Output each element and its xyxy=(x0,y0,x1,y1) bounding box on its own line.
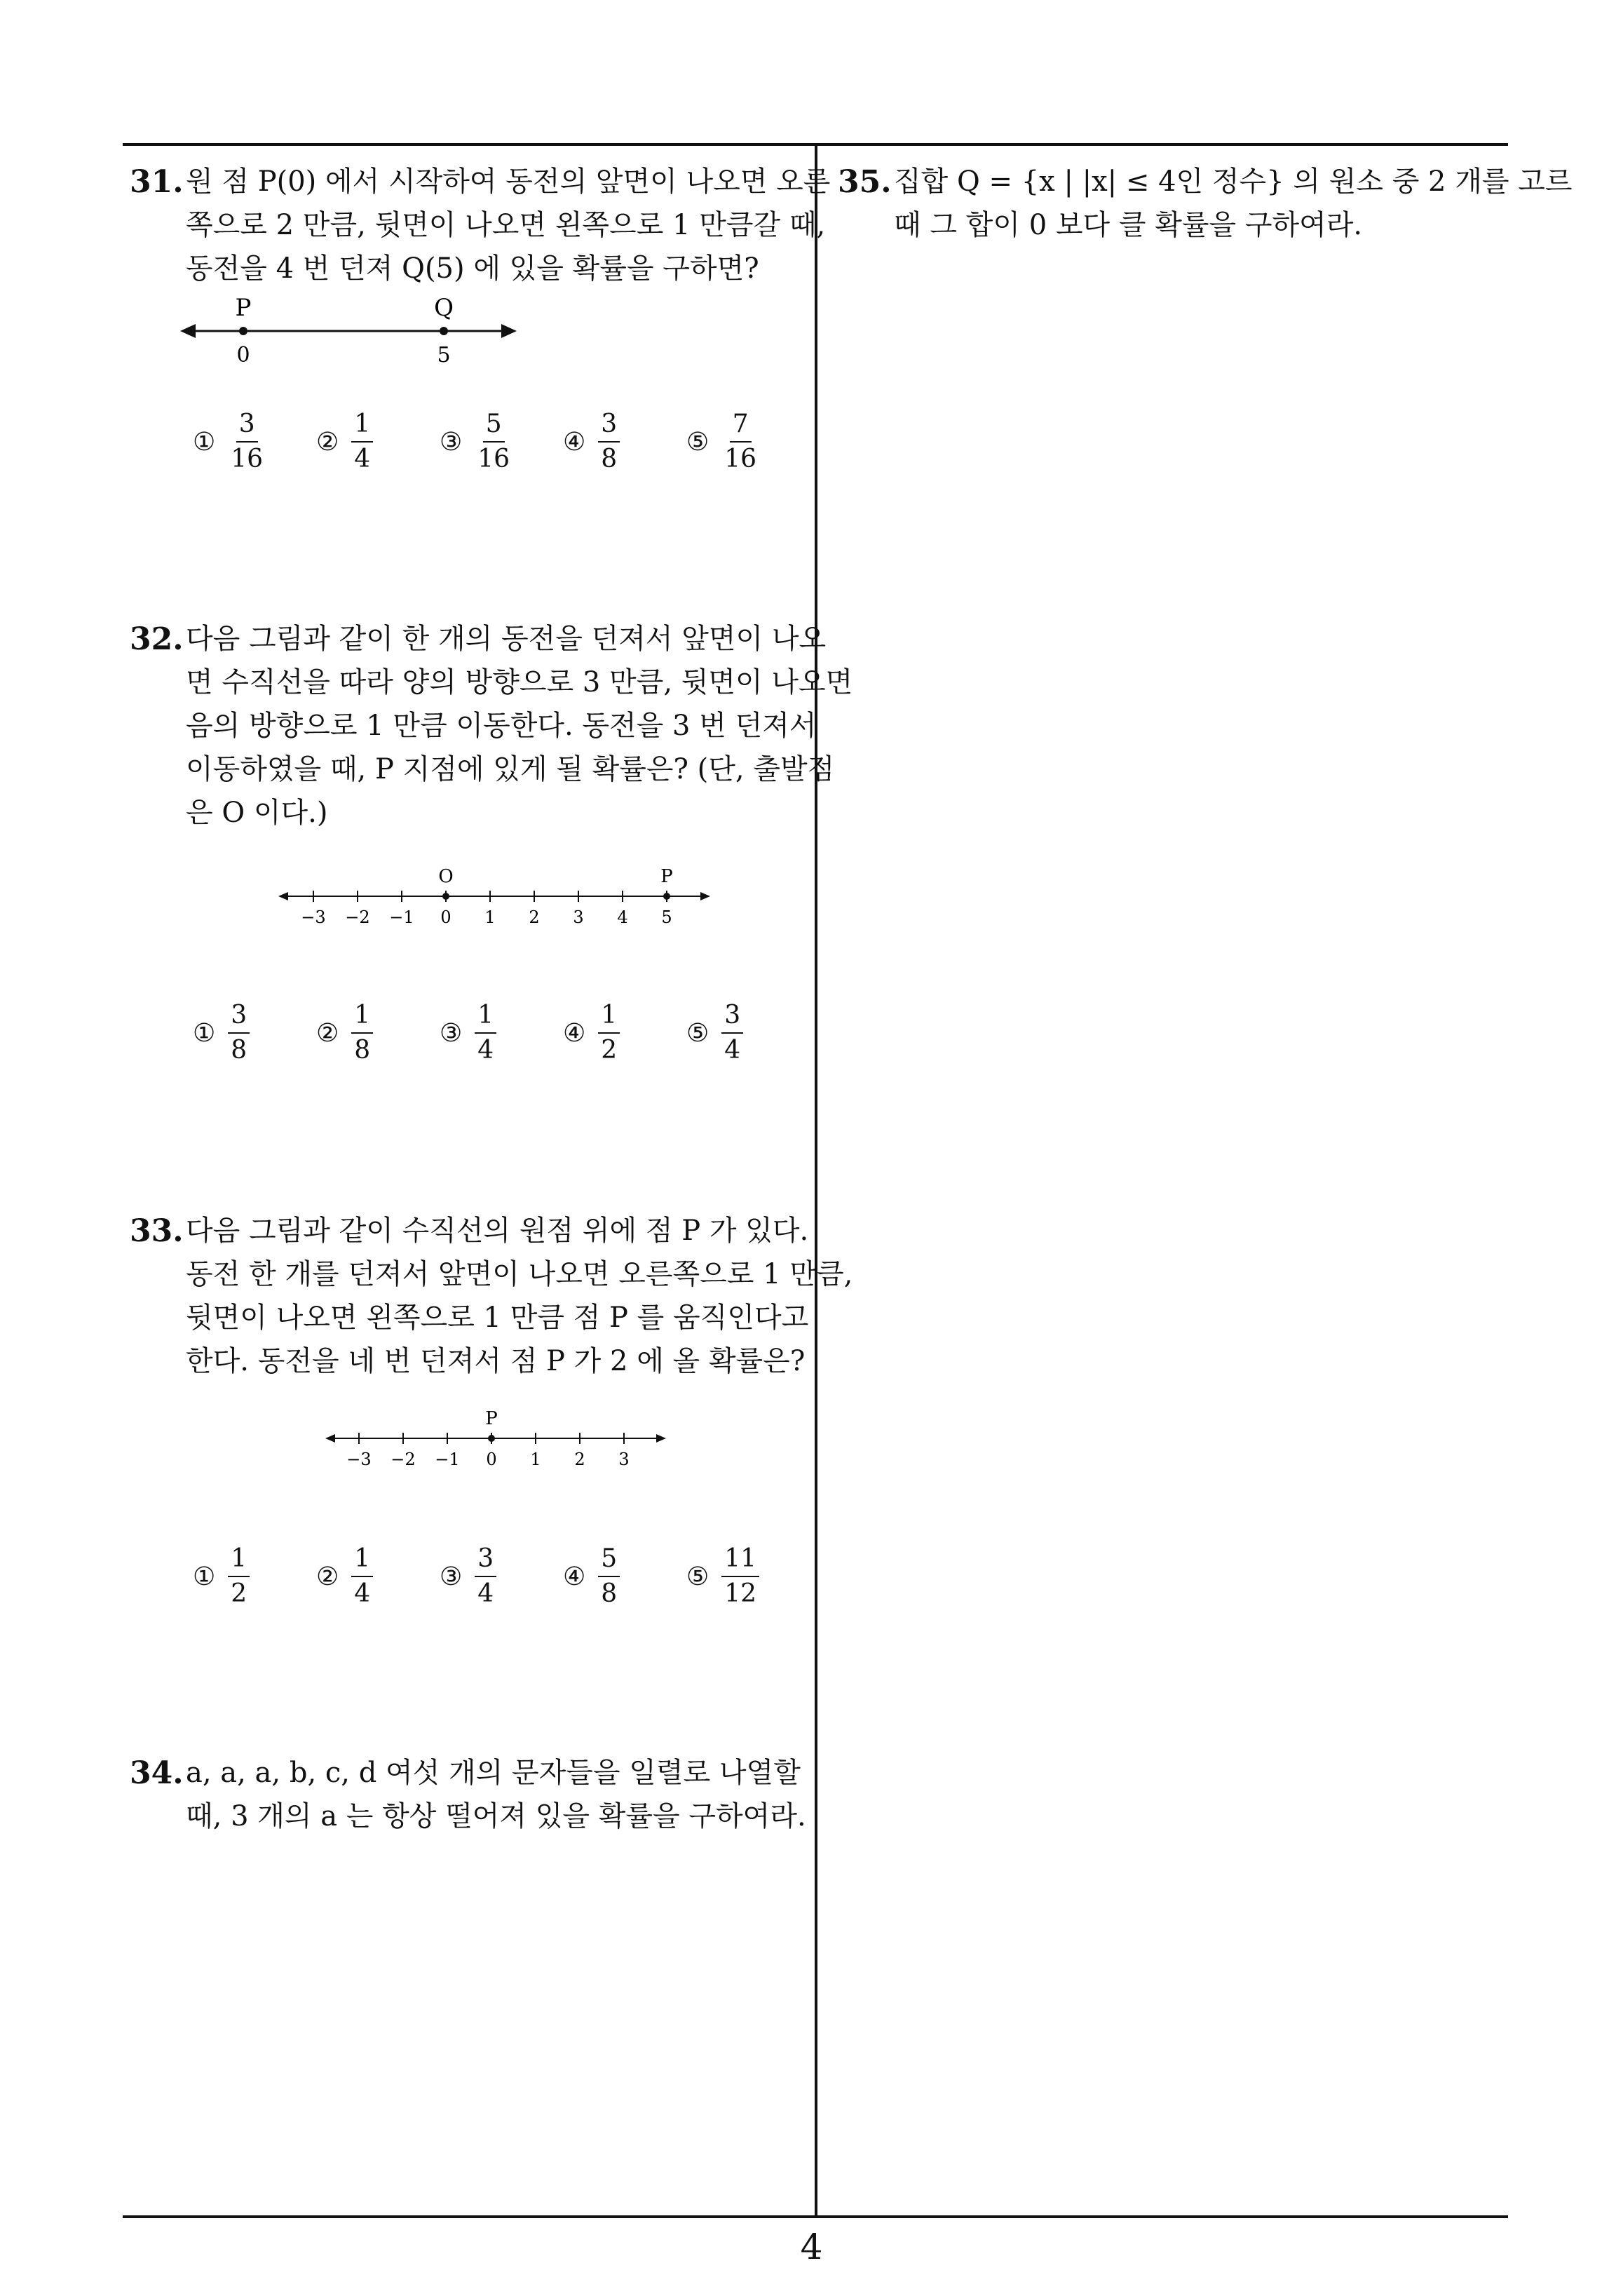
fraction xyxy=(351,1545,373,1608)
label-p: P xyxy=(485,1408,498,1429)
fraction xyxy=(475,1001,496,1065)
choice-4[interactable] xyxy=(563,410,686,473)
choice-4[interactable] xyxy=(563,1545,686,1608)
choice-mark: ① xyxy=(193,1018,216,1048)
denominator: 4 xyxy=(724,1036,741,1065)
page-number: 4 xyxy=(800,2227,823,2267)
tick-label: 0 xyxy=(486,1450,497,1469)
tick-label: −3 xyxy=(301,907,326,927)
numerator: 11 xyxy=(721,1545,759,1577)
choice-3[interactable] xyxy=(440,410,563,473)
numerator: 5 xyxy=(483,410,505,443)
number-line-32 xyxy=(277,863,712,936)
fraction xyxy=(228,410,266,473)
choice-4[interactable] xyxy=(563,1001,686,1065)
choices-32 xyxy=(193,1001,810,1065)
problem-text-line: 때 그 합이 0 보다 클 확률을 구하여라. xyxy=(894,209,1363,241)
column-divider xyxy=(815,143,817,2218)
choice-mark: ② xyxy=(316,1018,339,1048)
point-p xyxy=(239,327,247,335)
fraction xyxy=(721,1545,759,1608)
choice-2[interactable] xyxy=(316,1001,440,1065)
denominator: 16 xyxy=(231,445,264,473)
problem-number: 35. xyxy=(838,164,892,200)
choice-2[interactable] xyxy=(316,1545,440,1608)
denominator: 16 xyxy=(477,445,510,473)
problem-number: 32. xyxy=(130,621,184,657)
problem-number: 31. xyxy=(130,164,184,200)
problem-text-line: 이동하였을 때, P 지점에 있게 될 확률은? (단, 출발점 xyxy=(186,753,835,785)
number-line-33 xyxy=(324,1405,667,1478)
problem-text-line: 동전을 4 번 던져 Q(5) 에 있을 확률을 구하면? xyxy=(186,252,759,285)
bottom-rule xyxy=(123,2215,1508,2218)
fraction xyxy=(721,410,759,473)
choice-mark: ⑤ xyxy=(686,1018,709,1048)
denominator: 16 xyxy=(724,445,757,473)
tick-label: −2 xyxy=(345,907,370,927)
tick-label: −3 xyxy=(346,1450,372,1469)
numerator: 5 xyxy=(598,1545,620,1577)
numerator: 1 xyxy=(351,1001,373,1034)
tick-label: 3 xyxy=(618,1450,630,1469)
problem-text-line: 면 수직선을 따라 양의 방향으로 3 만큼, 뒷면이 나오면 xyxy=(186,666,853,698)
tick-label: −1 xyxy=(435,1450,460,1469)
tick-label: 0 xyxy=(440,907,451,927)
denominator: 8 xyxy=(601,445,618,473)
numerator: 1 xyxy=(351,410,373,443)
fraction xyxy=(475,1545,496,1608)
choice-3[interactable] xyxy=(440,1545,563,1608)
denominator: 12 xyxy=(724,1579,757,1608)
choice-mark: ③ xyxy=(440,427,463,457)
point-p xyxy=(488,1435,495,1442)
tick-label: −2 xyxy=(391,1450,416,1469)
numerator: 1 xyxy=(228,1545,250,1577)
choices-31 xyxy=(193,410,810,473)
problem-text-line: 원 점 P(0) 에서 시작하여 동전의 앞면이 나오면 오른 xyxy=(186,166,831,198)
choice-5[interactable] xyxy=(686,1545,810,1608)
choice-mark: ④ xyxy=(563,427,586,457)
choice-mark: ⑤ xyxy=(686,1562,709,1591)
fraction xyxy=(228,1001,250,1065)
problem-text xyxy=(186,1209,853,1383)
choice-mark: ② xyxy=(316,1562,339,1591)
choice-1[interactable] xyxy=(193,410,316,473)
label-q: Q xyxy=(434,294,454,322)
denominator: 4 xyxy=(354,1579,371,1608)
number-line-31 xyxy=(179,288,522,374)
problem-text-line: 다음 그림과 같이 한 개의 동전을 던져서 앞면이 나오 xyxy=(186,623,827,655)
problem-number: 34. xyxy=(130,1755,184,1791)
choice-mark: ③ xyxy=(440,1018,463,1048)
denominator: 4 xyxy=(477,1579,494,1608)
denominator: 8 xyxy=(601,1579,618,1608)
choice-5[interactable] xyxy=(686,1001,810,1065)
choice-3[interactable] xyxy=(440,1001,563,1065)
fraction xyxy=(598,1545,620,1608)
label-p: P xyxy=(660,866,673,887)
tick-label: 2 xyxy=(574,1450,585,1469)
choice-mark: ④ xyxy=(563,1018,586,1048)
denominator: 2 xyxy=(601,1036,618,1065)
choice-2[interactable] xyxy=(316,410,440,473)
choice-mark: ② xyxy=(316,427,339,457)
problem-text xyxy=(186,160,830,290)
problem-text-line: 쪽으로 2 만큼, 뒷면이 나오면 왼쪽으로 1 만큼갈 때, xyxy=(186,209,826,241)
denominator: 2 xyxy=(231,1579,247,1608)
problem-text-line: 동전 한 개를 던져서 앞면이 나오면 오른쪽으로 1 만큼, xyxy=(186,1258,853,1290)
tick-label: 0 xyxy=(236,343,250,367)
fraction xyxy=(351,410,373,473)
numerator: 3 xyxy=(721,1001,743,1034)
problem-text-line: 집합 Q = {x | |x| ≤ 4인 정수} 의 원소 중 2 개를 고르 xyxy=(894,166,1573,198)
problem-text-line: 다음 그림과 같이 수직선의 원점 위에 점 P 가 있다. xyxy=(186,1215,809,1247)
numerator: 7 xyxy=(730,410,752,443)
point-p xyxy=(663,893,670,900)
problem-text xyxy=(894,160,1573,247)
choice-mark: ⑤ xyxy=(686,427,709,457)
tick-label: 5 xyxy=(661,907,672,927)
label-o: O xyxy=(438,866,454,887)
problem-text xyxy=(186,1751,806,1838)
problem-33 xyxy=(130,1209,853,1383)
problem-text-line: 때, 3 개의 a 는 항상 떨어져 있을 확률을 구하여라. xyxy=(186,1800,806,1832)
tick-label: −1 xyxy=(389,907,414,927)
choice-mark: ③ xyxy=(440,1562,463,1591)
fraction xyxy=(351,1001,373,1065)
problem-text-line: 뒷면이 나오면 왼쪽으로 1 만큼 점 P 를 움직인다고 xyxy=(186,1302,809,1334)
numerator: 3 xyxy=(598,410,620,443)
point-o xyxy=(442,893,449,900)
choice-mark: ④ xyxy=(563,1562,586,1591)
choice-5[interactable] xyxy=(686,410,810,473)
numerator: 3 xyxy=(228,1001,250,1034)
fraction xyxy=(721,1001,743,1065)
problem-text-line: 한다. 동전을 네 번 던져서 점 P 가 2 에 올 확률은? xyxy=(186,1345,806,1377)
problem-32 xyxy=(130,617,853,835)
problem-text xyxy=(186,617,853,835)
fraction xyxy=(598,410,620,473)
choices-33 xyxy=(193,1545,810,1608)
fraction xyxy=(475,410,512,473)
denominator: 8 xyxy=(231,1036,247,1065)
label-p: P xyxy=(235,294,252,322)
numerator: 1 xyxy=(351,1545,373,1577)
numerator: 3 xyxy=(236,410,258,443)
problem-number: 33. xyxy=(130,1213,184,1249)
numerator: 1 xyxy=(475,1001,496,1034)
problem-31 xyxy=(130,160,831,290)
point-q xyxy=(440,327,448,335)
problem-text-line: 음의 방향으로 1 만큼 이동한다. 동전을 3 번 던져서 xyxy=(186,710,817,742)
denominator: 4 xyxy=(354,445,371,473)
tick-label: 4 xyxy=(617,907,628,927)
problem-text-line: a, a, a, b, c, d 여섯 개의 문자들을 일렬로 나열할 xyxy=(186,1757,801,1789)
tick-label: 1 xyxy=(530,1450,541,1469)
fraction xyxy=(598,1001,620,1065)
problem-34 xyxy=(130,1751,806,1838)
tick-label: 5 xyxy=(437,343,451,367)
numerator: 1 xyxy=(598,1001,620,1034)
numerator: 3 xyxy=(475,1545,496,1577)
denominator: 8 xyxy=(354,1036,371,1065)
tick-label: 3 xyxy=(573,907,584,927)
fraction xyxy=(228,1545,250,1608)
problem-35 xyxy=(838,160,1573,247)
tick-label: 1 xyxy=(484,907,496,927)
choice-mark: ① xyxy=(193,427,216,457)
choice-mark: ① xyxy=(193,1562,216,1591)
problem-text-line: 은 O 이다.) xyxy=(186,797,328,829)
choice-1[interactable] xyxy=(193,1001,316,1065)
denominator: 4 xyxy=(477,1036,494,1065)
choice-1[interactable] xyxy=(193,1545,316,1608)
tick-label: 2 xyxy=(529,907,540,927)
